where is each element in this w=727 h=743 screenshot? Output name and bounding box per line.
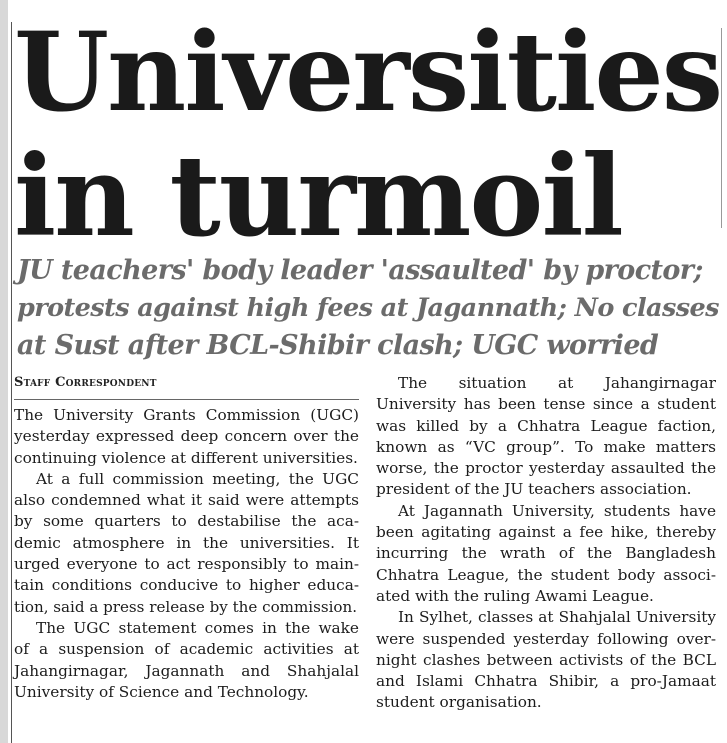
text-line: At a full commission meeting, the UGC [36, 469, 359, 488]
text-line: ated with the ruling Awami League. [376, 586, 654, 605]
text-line: incurring the wrath of the Bangladesh [376, 544, 716, 563]
text-line: worse, the proctor yesterday assaulted the [376, 459, 716, 478]
text-line: yesterday expressed deep concern over the [14, 427, 359, 446]
article-column-left [14, 405, 359, 703]
text-line: by some quarters to destabilise the aca- [14, 512, 359, 531]
text-line: The University Grants Commission (UGC) [14, 406, 359, 424]
text-line: were suspended yesterday following over- [376, 629, 716, 648]
text-line: The situation at Jahangirnagar [398, 374, 716, 392]
paragraph [14, 469, 359, 618]
paragraph [376, 607, 716, 713]
headline [14, 10, 726, 260]
subheadline-deck [17, 252, 725, 365]
page-edge-shadow [0, 0, 8, 743]
byline-divider [14, 399, 359, 400]
text-line: University of Science and Technology. [14, 682, 309, 701]
text-line: In Sylhet, classes at Shahjalal University [398, 608, 716, 627]
text-line: was killed by a Chhatra League faction, [376, 416, 716, 435]
text-line: Chhatra League, the student body associ- [376, 565, 716, 584]
text-line: been agitating against a fee hike, thereby [376, 523, 716, 542]
text-line: and Islami Chhatra Shibir, a pro-Jamaat [376, 672, 716, 691]
paragraph [376, 373, 716, 501]
text-line: also condemned what it said were attempts [14, 491, 359, 510]
paragraph [376, 501, 716, 607]
article-column-right [376, 373, 716, 714]
paragraph [14, 618, 359, 703]
deck-line-1: JU teachers' body leader 'assaulted' by proctor; [17, 255, 703, 286]
text-line: demic atmosphere in the universities. It [14, 533, 359, 552]
text-line: tion, said a press release by the commission. [14, 597, 358, 616]
text-line: tain conditions conducive to higher educa- [14, 576, 359, 595]
byline: Staff Correspondent [14, 375, 157, 390]
paragraph [14, 405, 359, 469]
text-line: The UGC statement comes in the wake [36, 618, 359, 637]
text-line: known as “VC group”. To make matters [376, 437, 716, 456]
headline-line-1: Universities [14, 8, 722, 136]
text-line: night clashes between activists of the BCL [376, 650, 716, 669]
deck-line-2: protests against high fees at Jagannath; No classes [17, 292, 719, 323]
text-line: president of the JU teachers association. [376, 480, 692, 499]
text-line: of a suspension of academic activities at [14, 640, 359, 659]
column-rule [11, 22, 12, 743]
deck-line-3: at Sust after BCL-Shibir clash; UGC worried [17, 330, 659, 361]
text-line: urged everyone to act responsibly to main- [14, 555, 359, 574]
headline-line-2: in turmoil [14, 132, 622, 262]
text-line: At Jagannath University, students have [398, 501, 716, 520]
text-line: student organisation. [376, 693, 542, 712]
text-line: continuing violence at different universities. [14, 448, 358, 467]
text-line: University has been tense since a student [376, 395, 716, 414]
text-line: Jahangirnagar, Jagannath and Shahjalal [14, 661, 359, 680]
